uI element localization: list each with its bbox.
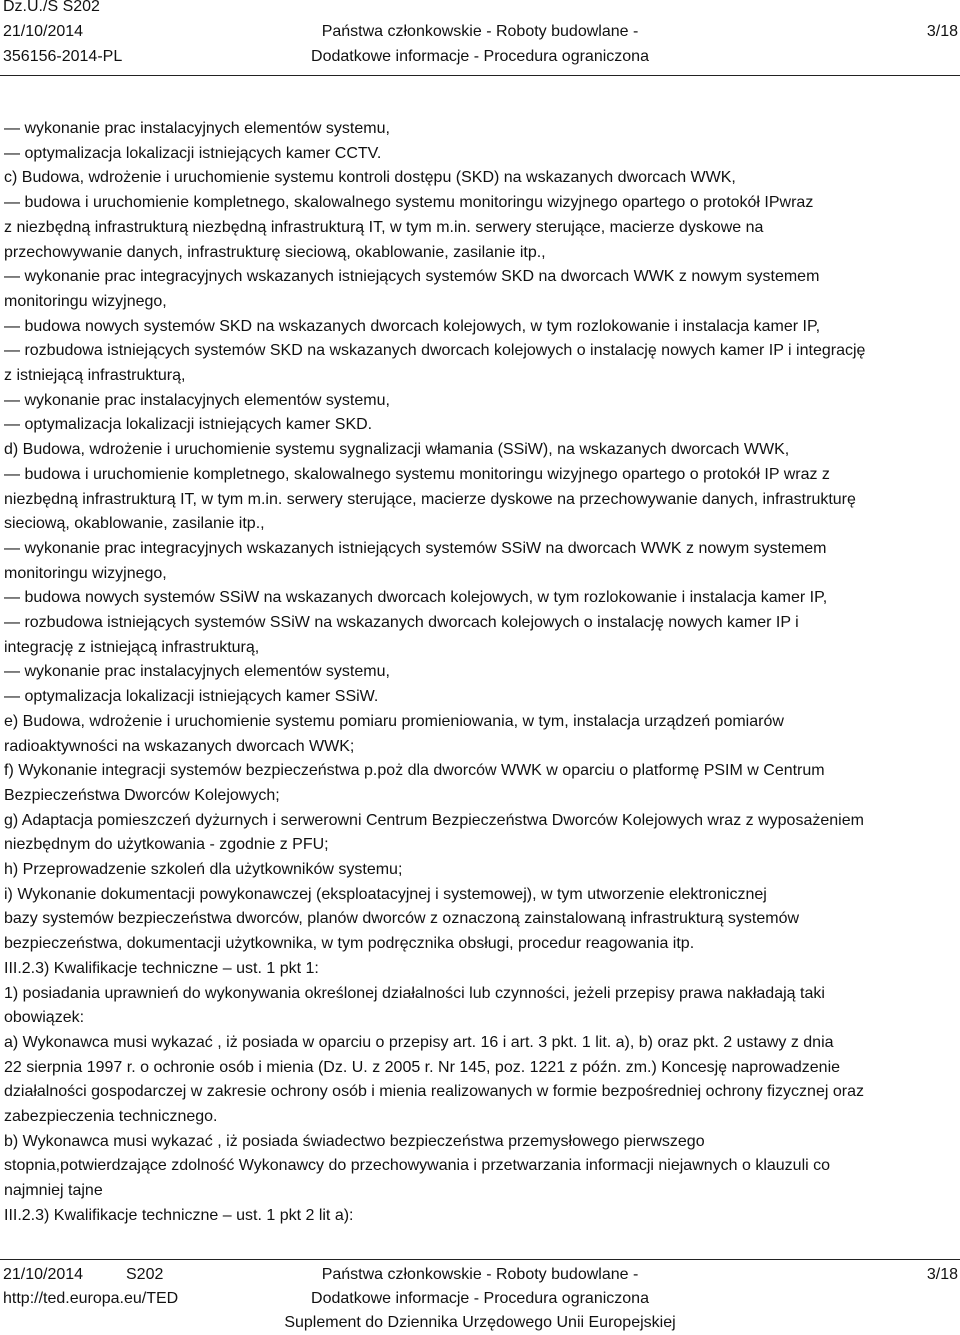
header-date: 21/10/2014 <box>3 23 84 40</box>
text-line: — budowa i uruchomienie kompletnego, skalowalnego systemu monitoringu wizyjnego opartego o protokół IP wraz z <box>4 465 830 483</box>
text-line: — wykonanie prac instalacyjnych elementów systemu, <box>4 663 390 681</box>
text-line: obowiązek: <box>4 1009 85 1027</box>
footer-date: 21/10/2014 <box>3 1266 84 1283</box>
header-doc-id: 356156-2014-PL <box>3 48 123 65</box>
journal-ref: Dz.U./S S202 <box>3 0 100 15</box>
text-line: monitoringu wizyjnego, <box>4 564 167 582</box>
text-line: — rozbudowa istniejących systemów SSiW na wskazanych dworcach kolejowych o instalację nowych kamer IP i <box>4 614 799 631</box>
text-line: — budowa nowych systemów SKD na wskazanych dworcach kolejowych, w tym rozlokowanie i instalacja kamer IP, <box>4 317 821 335</box>
text-line: h) Przeprowadzenie szkoleń dla użytkowników systemu; <box>4 861 403 878</box>
text-line: Bezpieczeństwa Dworców Kolejowych; <box>4 786 280 804</box>
text-line: g) Adaptacja pomieszczeń dyżurnych i serwerowni Centrum Bezpieczeństwa Dworców Kolejowych wraz z wyposażeniem <box>4 811 864 829</box>
text-line: a) Wykonawca musi wykazać , iż posiada w oparciu o przepisy art. 16 i art. 3 pkt. 1 lit. a), b) oraz pkt. 2 ustawy z dnia <box>4 1033 834 1051</box>
text-line: z istniejącą infrastrukturą, <box>4 367 186 384</box>
text-line: zabezpieczenia technicznego. <box>4 1108 218 1125</box>
text-line: — wykonanie prac instalacyjnych elementów systemu, <box>4 120 390 137</box>
text-line: radioaktywności na wskazanych dworcach WWK; <box>4 737 355 755</box>
text-line: niezbędną infrastrukturą IT, w tym m.in. serwery sterujące, macierze dyskowe na przechowywanie danych, infrastrukturę <box>4 490 856 508</box>
text-line: e) Budowa, wdrożenie i uruchomienie systemu pomiaru promieniowania, w tym, instalacja urządzeń pomiarów <box>4 712 784 730</box>
text-line: d) Budowa, wdrożenie i uruchomienie systemu sygnalizacji włamania (SSiW), na wskazanych dworcach WWK, <box>4 441 790 459</box>
footer-url[interactable]: http://ted.europa.eu/TED <box>3 1290 179 1307</box>
footer-issue: S202 <box>126 1266 164 1283</box>
text-line: III.2.3) Kwalifikacje techniczne – ust. 1 pkt 1: <box>4 959 319 977</box>
text-line: działalności gospodarczej w zakresie ochrony osób i mienia realizowanych w formie bezpośredniej ochrony fizycznej oraz <box>4 1083 864 1101</box>
text-line: sieciową, okablowanie, zasilanie itp., <box>4 515 265 533</box>
text-line: integrację z istniejącą infrastrukturą, <box>4 638 260 656</box>
text-line: — wykonanie prac integracyjnych wskazanych istniejących systemów SSiW na dworcach WWK z nowym systemem <box>4 539 827 557</box>
header-title-line1: Państwa członkowskie - Roboty budowlane - <box>321 23 639 40</box>
text-line: III.2.3) Kwalifikacje techniczne – ust. 1 pkt 2 lit a): <box>4 1206 354 1224</box>
footer-title-line2: Dodatkowe informacje - Procedura ograniczona <box>311 1290 649 1307</box>
footer-title-line3: Suplement do Dziennika Urzędowego Unii Europejskiej <box>284 1314 676 1331</box>
text-line: — budowa nowych systemów SSiW na wskazanych dworcach kolejowych, w tym rozlokowanie i instalacja kamer IP, <box>4 589 828 607</box>
text-line: — optymalizacja lokalizacji istniejących kamer SKD. <box>4 416 373 434</box>
text-line: najmniej tajne <box>4 1182 103 1200</box>
text-line: — budowa i uruchomienie kompletnego, skalowalnego systemu monitoringu wizyjnego opartego o protokół IPwraz <box>4 194 814 212</box>
text-line: z niezbędną infrastrukturą niezbędną infrastrukturą IT, w tym m.in. serwery sterujące, macierze dyskowe na <box>4 218 764 236</box>
text-line: monitoringu wizyjnego, <box>4 292 167 310</box>
header-title-line2: Dodatkowe informacje - Procedura ograniczona <box>311 48 649 65</box>
footer-title-line1: Państwa członkowskie - Roboty budowlane - <box>321 1266 639 1283</box>
header-divider <box>0 75 960 76</box>
text-line: b) Wykonawca musi wykazać , iż posiada świadectwo bezpieczeństwa przemysłowego pierwszego <box>4 1132 705 1150</box>
text-line: 22 sierpnia 1997 r. o ochronie osób i mienia (Dz. U. z 2005 r. Nr 145, poz. 1221 z późn. zm.) Koncesję naprowadzenie <box>4 1058 841 1076</box>
text-line: 1) posiadania uprawnień do wykonywania określonej działalności lub czynności, jeżeli przepisy prawa nakładają taki <box>4 984 825 1002</box>
text-line: stopnia,potwierdzające zdolność Wykonawcy do przechowywania i przetwarzania informacji niejawnych o klauzuli co <box>4 1157 831 1175</box>
text-line: bezpieczeństwa, dokumentacji użytkownika, w tym podręcznika obsługi, procedur reagowania itp. <box>4 935 695 953</box>
text-line: f) Wykonanie integracji systemów bezpieczeństwa p.poż dla dworców WWK w oparciu o platformę PSIM w Centrum <box>4 762 825 780</box>
text-line: — rozbudowa istniejących systemów SKD na wskazanych dworcach kolejowych o instalację nowych kamer IP i integrację <box>4 342 866 360</box>
header-page-number: 3/18 <box>926 23 958 40</box>
text-line: — wykonanie prac integracyjnych wskazanych istniejących systemów SKD na dworcach WWK z nowym systemem <box>4 268 820 286</box>
text-line: — optymalizacja lokalizacji istniejących kamer CCTV. <box>4 144 382 162</box>
text-line: przechowywanie danych, infrastrukturę sieciową, okablowanie, zasilanie itp., <box>4 243 546 261</box>
text-line: i) Wykonanie dokumentacji powykonawczej (eksploatacyjnej i systemowej), w tym utworzenie elektronicznej <box>4 885 767 903</box>
footer-divider <box>0 1259 960 1260</box>
text-line: — optymalizacja lokalizacji istniejących kamer SSiW. <box>4 688 379 706</box>
text-line: — wykonanie prac instalacyjnych elementów systemu, <box>4 391 390 409</box>
footer-page-number: 3/18 <box>926 1266 958 1283</box>
text-line: bazy systemów bezpieczeństwa dworców, planów dworców z oznaczoną zainstalowaną infrastrukturą systemów <box>4 910 800 928</box>
text-line: c) Budowa, wdrożenie i uruchomienie systemu kontroli dostępu (SKD) na wskazanych dworcach WWK, <box>4 169 736 187</box>
text-line: niezbędnym do użytkowania - zgodnie z PFU; <box>4 836 329 854</box>
